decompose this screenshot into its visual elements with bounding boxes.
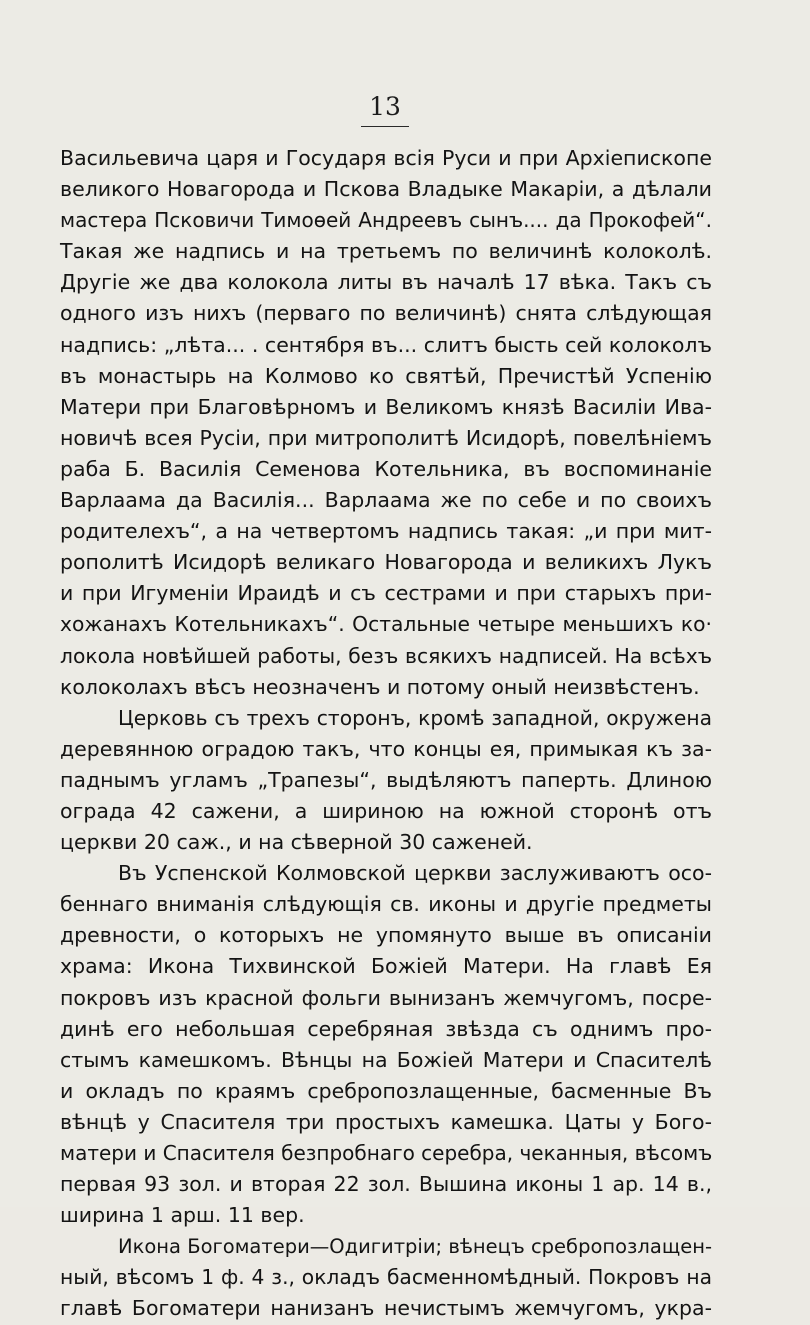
- text-line: рополитѣ Исидорѣ великаго Новагорода и великихъ Лукъ: [60, 550, 712, 575]
- text-line: Церковь съ трехъ сторонъ, кромѣ западной, окружена: [118, 705, 712, 730]
- text-line: одного изъ нихъ (перваго по величинѣ) снята слѣдующая: [60, 301, 712, 326]
- text-line: беннаго вниманія слѣдующія св. иконы и другіе предметы: [60, 892, 712, 917]
- text-line: новичѣ всея Русіи, при митрополитѣ Исидорѣ, повелѣніемъ: [60, 425, 712, 450]
- page-number: 13: [369, 92, 401, 121]
- text-line: деревянною оградою такъ, что концы ея, примыкая къ за-: [60, 736, 712, 761]
- text-line: Такая же надпись и на третьемъ по величинѣ колоколѣ.: [60, 239, 712, 264]
- text-line: Матери при Благовѣрномъ и Великомъ князѣ Василіи Ива-: [60, 394, 712, 419]
- text-line: древности, о которыхъ не упомянуто выше въ описаніи: [60, 923, 712, 948]
- text-line: и при Игуменіи Ираидѣ и съ сестрами и при старыхъ при-: [60, 581, 712, 606]
- text-line: матери и Спасителя безпробнаго серебра, чеканныя, вѣсомъ: [60, 1141, 713, 1165]
- text-line: въ монастырь на Колмово ко святѣй, Пречистѣй Успенію: [60, 363, 712, 388]
- text-line: Икона Богоматери—Одигитріи; вѣнецъ сребропозлащен-: [118, 1235, 712, 1259]
- text-line: и окладъ по краямъ сребропозлащенные, басменные Въ: [60, 1078, 712, 1103]
- text-line: колоколахъ вѣсъ неозначенъ и потому оный неизвѣстенъ.: [60, 674, 700, 699]
- text-line: стымъ камешкомъ. Вѣнцы на Божіей Матери и Спасителѣ: [60, 1047, 712, 1072]
- page-number-rule: [361, 126, 409, 127]
- text-line: родителехъ“, а на четвертомъ надпись такая: „и при мит-: [60, 519, 712, 544]
- text-line: Въ Успенской Колмовской церкви заслуживаютъ осо-: [118, 861, 712, 886]
- text-line: надпись: „лѣта... . сентября въ... слитъ бысть сей колоколъ: [60, 332, 712, 357]
- text-line: храма: Икона Тихвинской Божіей Матери. На главѣ Ея: [60, 954, 712, 979]
- text-line: Варлаама да Василія... Варлаама же по себе и по своихъ: [60, 488, 712, 513]
- text-line: вѣнцѣ у Спасителя три простыхъ камешка. Цаты у Бого-: [60, 1109, 712, 1134]
- text-line: ограда 42 сажени, а шириною на южной сторонѣ отъ: [60, 798, 712, 823]
- text-line: раба Б. Василія Семенова Котельника, въ воспоминаніе: [60, 456, 712, 481]
- text-line: главѣ Богоматери нанизанъ нечистымъ жемчугомъ, укра-: [60, 1296, 712, 1321]
- text-line: паднымъ угламъ „Трапезы“, выдѣляютъ паперть. Длиною: [60, 767, 712, 792]
- text-line: Другіе же два колокола литы въ началѣ 17 вѣка. Такъ съ: [60, 270, 712, 295]
- text-line: великого Новагорода и Пскова Владыке Макаріи, а дѣлали: [60, 177, 712, 202]
- text-line: мастера Псковичи Тимоѳей Андреевъ сынъ.... да Прокофей“.: [60, 208, 712, 233]
- body-text: [60, 143, 712, 1325]
- text-line: ширина 1 арш. 11 вер.: [60, 1203, 305, 1228]
- text-line: хожанахъ Котельникахъ“. Остальные четыре меньшихъ ко·: [60, 612, 712, 637]
- text-line: динѣ его небольшая серебряная звѣзда съ однимъ про-: [60, 1016, 712, 1041]
- text-line: Васильевича царя и Государя всія Руси и при Архіепископе: [60, 146, 712, 170]
- text-line: церкви 20 саж., и на сѣверной 30 саженей.: [60, 830, 533, 855]
- text-line: покровъ изъ красной фольги вынизанъ жемчугомъ, посре-: [60, 985, 712, 1010]
- text-line: первая 93 зол. и вторая 22 зол. Вышина иконы 1 ар. 14 в.,: [60, 1172, 712, 1197]
- text-line: локола новѣйшей работы, безъ всякихъ надписей. На всѣхъ: [60, 643, 712, 668]
- text-line: ный, вѣсомъ 1 ф. 4 з., окладъ басменномѣдный. Покровъ на: [60, 1265, 712, 1290]
